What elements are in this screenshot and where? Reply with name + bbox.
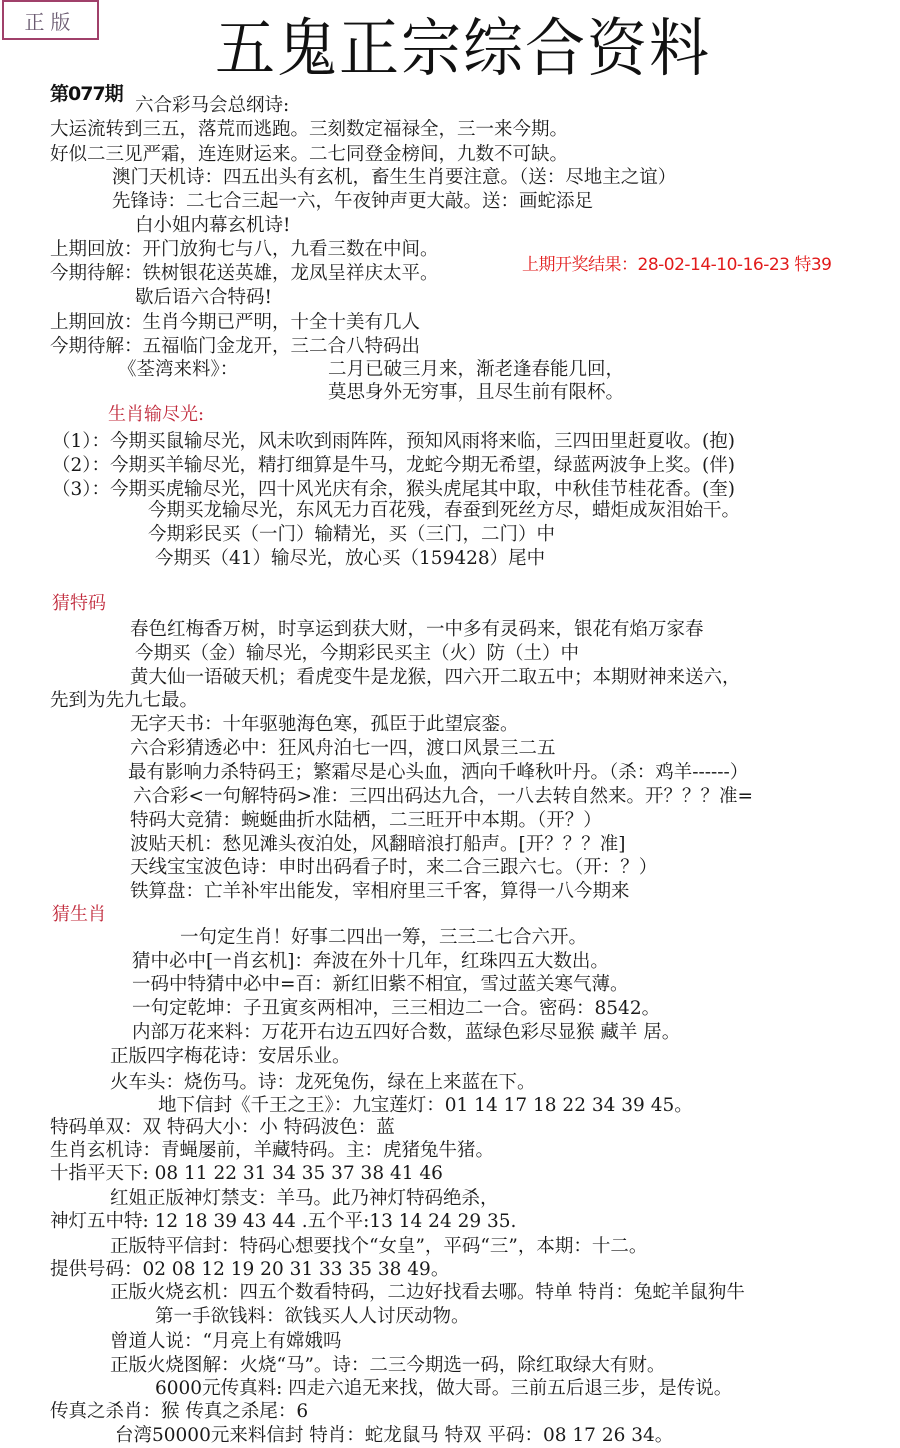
text-line: 正版火烧图解：火烧“马”。诗：二三今期选一码，除红取绿大有财。 xyxy=(110,1355,666,1376)
text-line: 提供号码：02 08 12 19 20 31 33 35 38 49。 xyxy=(50,1259,450,1280)
text-line: 先锋诗：二七合三起一六，午夜钟声更大敲。送：画蛇添足 xyxy=(112,191,594,212)
text-line: 6000元传真料: 四走六追无来找，做大哥。三前五后退三步，是传说。 xyxy=(155,1378,733,1399)
text-line: 第一手欲钱料：欲钱买人人讨厌动物。 xyxy=(155,1306,470,1327)
text-line: 六合彩<一句解特码>准：三四出码达九合，一八去转自然来。开？？？准= xyxy=(133,786,754,807)
text-line: 神灯五中特: 12 18 39 43 44 .五个平:13 14 24 29 35. xyxy=(50,1211,517,1232)
text-line: 大运流转到三五，落荒而逃跑。三刻数定福禄全，三一来今期。 xyxy=(50,119,569,140)
text-line: 莫思身外无穷事，且尽生前有限杯。 xyxy=(328,382,625,403)
text-line: 澳门天机诗：四五出头有玄机，畜生生肖要注意。（送：尽地主之谊） xyxy=(112,167,677,188)
text-line: （2）：今期买羊输尽光，精打细算是牛马，龙蛇今期无希望，绿蓝两波争上奖。(伴) xyxy=(52,455,735,476)
text-line: 上期回放：生肖今期已严明，十全十美有几人 xyxy=(50,312,421,333)
text-line: 好似二三见严霜，连连财运来。二七同登金榜间，九数不可缺。 xyxy=(50,144,569,165)
text-line: 二月已破三月来，渐老逢春能几回， xyxy=(328,359,625,380)
text-line: （3）：今期买虎输尽光，四十风光庆有余，猴头虎尾其中取，中秋佳节桂花香。(奎) xyxy=(52,479,735,500)
text-line: 六合彩马会总纲诗: xyxy=(135,95,290,116)
text-line: 一句定乾坤：子丑寅亥两相冲，三三相边二一合。密码：8542。 xyxy=(132,998,661,1019)
text-line: 波贴天机：愁见滩头夜泊处，风翻暗浪打船声。[开？？？准] xyxy=(130,834,626,855)
text-line: 白小姐内幕玄机诗! xyxy=(135,215,291,236)
text-line: 黄大仙一语破天机；看虎变牛是龙猴，四六开二取五中；本期财神来送六， xyxy=(130,667,741,688)
text-line: 一句定生肖！好事二四出一筹，三三二七合六开。 xyxy=(180,927,588,948)
genuine-stamp: 正版 xyxy=(2,0,99,40)
text-line: 《荃湾来料》： xyxy=(118,359,239,380)
text-line: 最有影响力杀特码王；繁霜尽是心头血，洒向千峰秋叶丹。（杀：鸡羊------） xyxy=(128,762,749,783)
text-line: 先到为先九七最。 xyxy=(50,690,199,711)
text-line: 上期回放：开门放狗七与八，九看三数在中间。 xyxy=(50,239,439,260)
text-line: 特码单双：双 特码大小：小 特码波色：蓝 xyxy=(50,1117,395,1138)
text-line: 正版火烧玄机：四五个数看特码，二边好找看去哪。特单 特肖：兔蛇羊鼠狗牛 xyxy=(110,1282,745,1303)
text-line: （1）：今期买鼠输尽光，风未吹到雨阵阵，预知风雨将来临，三四田里赶夏收。(抱) xyxy=(52,431,735,452)
last-draw-result: 上期开奖结果：28-02-14-10-16-23 特39 xyxy=(522,255,832,275)
text-line: 内部万花来料：万花开右边五四好合数，蓝绿色彩尽显猴 藏羊 居。 xyxy=(132,1022,681,1043)
text-line: 台湾50000元来料信封 特肖：蛇龙鼠马 特双 平码：08 17 26 34。 xyxy=(115,1425,674,1446)
text-line: 今期买龙输尽光，东风无力百花残，春蚕到死丝方尽，蜡炬成灰泪始干。 xyxy=(148,500,741,521)
page-title: 五鬼正宗综合资料 xyxy=(215,12,711,86)
text-line: 正版四字梅花诗：安居乐业。 xyxy=(110,1046,351,1067)
text-line: 今期买（41）输尽光，放心买（159428）尾中 xyxy=(155,548,546,569)
text-line: 特码大竞猜：蜿蜒曲折水陆栖，二三旺开中本期。（开？） xyxy=(130,810,602,831)
section-heading: 猜生肖 xyxy=(52,904,106,925)
text-line: 正版特平信封：特码心想要找个“女皇”，平码“三”，本期：十二。 xyxy=(110,1236,648,1257)
text-line: 猜中必中[一肖玄机]：奔波在外十几年，红珠四五大数出。 xyxy=(132,951,609,972)
text-line: 六合彩猜透必中：狂风舟泊七一四，渡口风景三二五 xyxy=(130,738,556,759)
text-line: 今期彩民买（一门）输精光，买（三门，二门）中 xyxy=(148,524,556,545)
text-line: 曾道人说：“月亮上有嫦娥吗 xyxy=(110,1331,342,1352)
issue-number: 第077期 xyxy=(50,83,123,105)
text-line: 天线宝宝波色诗：申时出码看子时，来二合三跟六七。（开：？） xyxy=(130,857,658,878)
text-line: 歇后语六合特码! xyxy=(135,287,272,308)
text-line: 火车头：烧伤马。诗：龙死兔伤，绿在上来蓝在下。 xyxy=(110,1072,536,1093)
text-line: 今期待解：五福临门金龙开，三二合八特码出 xyxy=(50,336,421,357)
text-line: 铁算盘：亡羊补牢出能发，宰相府里三千客，算得一八今期来 xyxy=(130,881,630,902)
text-line: 十指平天下: 08 11 22 31 34 35 37 38 41 46 xyxy=(50,1163,443,1184)
text-line: 一码中特猜中必中=百：新红旧紫不相宜，雪过蓝关寒气薄。 xyxy=(132,974,629,995)
section-heading: 猜特码 xyxy=(52,593,106,614)
text-line: 无字天书：十年驱驰海色寒，孤臣于此望宸銮。 xyxy=(130,714,519,735)
text-line: 今期买（金）输尽光，今期彩民买主（火）防（土）中 xyxy=(135,643,580,664)
text-line: 红姐正版神灯禁支：羊马。此乃神灯特码绝杀， xyxy=(110,1188,499,1209)
text-line: 传真之杀肖：猴 传真之杀尾：6 xyxy=(50,1401,309,1422)
text-line: 地下信封《千王之王》：九宝莲灯：01 14 17 18 22 34 39 45。 xyxy=(158,1095,693,1116)
section-heading: 生肖输尽光: xyxy=(108,404,205,425)
text-line: 春色红梅香万树，时享运到获大财，一中多有灵码来，银花有焰万家春 xyxy=(130,619,704,640)
text-line: 生肖玄机诗：青蝇屡前，羊藏特码。主：虎猪兔牛猪。 xyxy=(50,1140,495,1161)
text-line: 今期待解：铁树银花送英雄，龙凤呈祥庆太平。 xyxy=(50,263,439,284)
